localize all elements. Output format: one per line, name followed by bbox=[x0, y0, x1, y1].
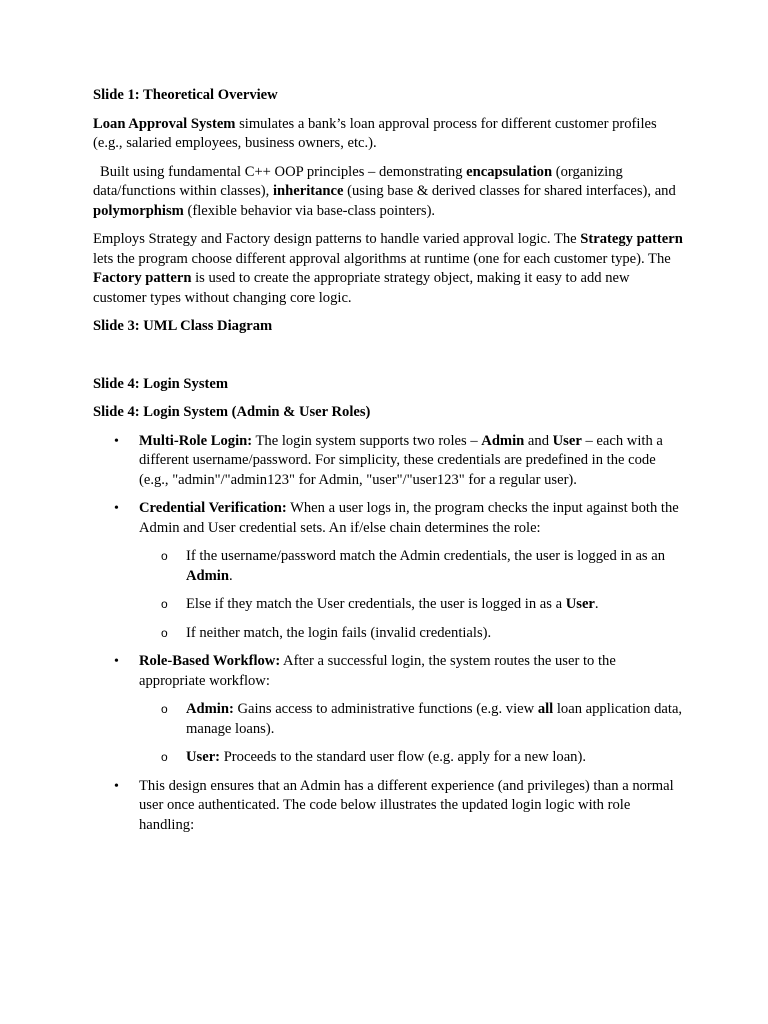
slide1-paragraph-3 bbox=[93, 230, 683, 308]
workflow-sub-list bbox=[139, 700, 683, 768]
paragraph-text: is used to create the appropriate strategy object, making it easy to add new customer types without changing core logic. bbox=[93, 270, 630, 306]
credential-sub-list bbox=[139, 547, 683, 643]
bullet-text: and bbox=[524, 432, 553, 449]
sub-item-user-workflow bbox=[139, 748, 683, 768]
sub-item-user-match bbox=[139, 595, 683, 615]
polymorphism-term: polymorphism bbox=[93, 202, 184, 219]
sub-bullet-icon: o bbox=[161, 750, 168, 764]
paragraph-text: Employs Strategy and Factory design patterns to handle varied approval logic. The bbox=[93, 231, 581, 247]
bullet-icon: • bbox=[114, 778, 119, 794]
sub-text: Else if they match the User credentials, the user is logged in as a bbox=[186, 596, 566, 612]
slide1-paragraph-1 bbox=[93, 115, 683, 154]
sub-text: . bbox=[594, 596, 599, 612]
inheritance-term: inheritance bbox=[272, 183, 344, 199]
slide3-heading: Slide 3: UML Class Diagram bbox=[93, 318, 273, 334]
bullet-multi-role-login bbox=[93, 432, 683, 491]
bullet-lead: Multi-Role Login: bbox=[139, 432, 253, 449]
sub-item-admin-workflow bbox=[139, 700, 683, 739]
paragraph-text: Built using fundamental C++ OOP principles – demonstrating bbox=[100, 163, 467, 180]
sub-text: loan application data, manage loans). bbox=[186, 701, 683, 737]
paragraph-text: (organizing data/functions within classes), bbox=[93, 163, 623, 199]
slide1-heading: Slide 1: Theoretical Overview bbox=[93, 87, 278, 103]
bullet-icon: • bbox=[114, 501, 119, 516]
bullet-text: – each with a different username/password. For simplicity, these credentials are predefined in the code (e.g., "admin"/"admin123" for Admin, "user"/"user123" for a regular user). bbox=[139, 432, 663, 488]
paragraph-text: (using base & derived classes for shared interfaces), and bbox=[343, 183, 676, 199]
user-term: User bbox=[565, 596, 595, 612]
paragraph-text: lets the program choose different approval algorithms at runtime (one for each customer type). The bbox=[93, 250, 671, 267]
admin-term: Admin bbox=[186, 567, 229, 584]
bullet-text: After a successful login, the system routes the user to the appropriate workflow: bbox=[139, 653, 616, 689]
loan-approval-system-term: Loan Approval System bbox=[93, 115, 236, 132]
sub-item-admin-match bbox=[139, 547, 683, 586]
blank-space bbox=[93, 346, 683, 375]
bullet-text: This design ensures that an Admin has a different experience (and privileges) than a normal user once authenticated. The code below illustrates the updated login logic with role handling: bbox=[139, 777, 674, 833]
sub-bullet-icon: o bbox=[161, 597, 168, 611]
bullet-lead: Role-Based Workflow: bbox=[139, 653, 281, 669]
sub-text: . bbox=[228, 567, 233, 584]
sub-text: If neither match, the login fails (invalid credentials). bbox=[186, 624, 492, 641]
sub-lead: Admin: bbox=[186, 701, 234, 717]
sub-bullet-icon: o bbox=[161, 549, 168, 563]
sub-lead: User: bbox=[186, 749, 221, 765]
admin-term: Admin bbox=[481, 432, 525, 449]
bullet-lead: Credential Verification: bbox=[139, 500, 287, 516]
factory-pattern-term: Factory pattern bbox=[93, 270, 192, 286]
sub-item-login-fails bbox=[139, 624, 683, 644]
sub-bullet-icon: o bbox=[161, 625, 168, 640]
paragraph-text: (flexible behavior via base-class pointers). bbox=[183, 202, 436, 219]
sub-text: Proceeds to the standard user flow (e.g. apply for a new loan). bbox=[220, 749, 586, 765]
sub-text: Gains access to administrative functions (e.g. view bbox=[233, 701, 538, 717]
bullet-role-based-workflow bbox=[93, 652, 683, 768]
bullet-icon: • bbox=[114, 654, 119, 669]
bullet-text: The login system supports two roles – bbox=[252, 432, 482, 449]
slide4-roles-heading: Slide 4: Login System (Admin & User Roles) bbox=[93, 404, 371, 420]
user-term: User bbox=[552, 432, 582, 449]
bullet-text: When a user logs in, the program checks the input against both the Admin and User credential sets. An if/else chain determines the role: bbox=[139, 500, 679, 536]
sub-text: If the username/password match the Admin credentials, the user is logged in as an bbox=[186, 548, 666, 564]
login-bullet-list bbox=[93, 432, 683, 836]
slide1-paragraph-2 bbox=[93, 163, 683, 222]
bullet-design-summary bbox=[93, 777, 683, 836]
all-term: all bbox=[537, 701, 554, 717]
strategy-pattern-term: Strategy pattern bbox=[580, 231, 683, 247]
slide4-heading: Slide 4: Login System bbox=[93, 375, 229, 392]
bullet-icon: • bbox=[114, 433, 119, 449]
paragraph-text: simulates a bank’s loan approval process for different customer profiles (e.g., salaried employees, business owners, etc.). bbox=[93, 115, 657, 151]
sub-bullet-icon: o bbox=[161, 702, 168, 716]
encapsulation-term: encapsulation bbox=[466, 163, 553, 180]
bullet-credential-verification bbox=[93, 499, 683, 643]
document-page bbox=[93, 86, 683, 844]
